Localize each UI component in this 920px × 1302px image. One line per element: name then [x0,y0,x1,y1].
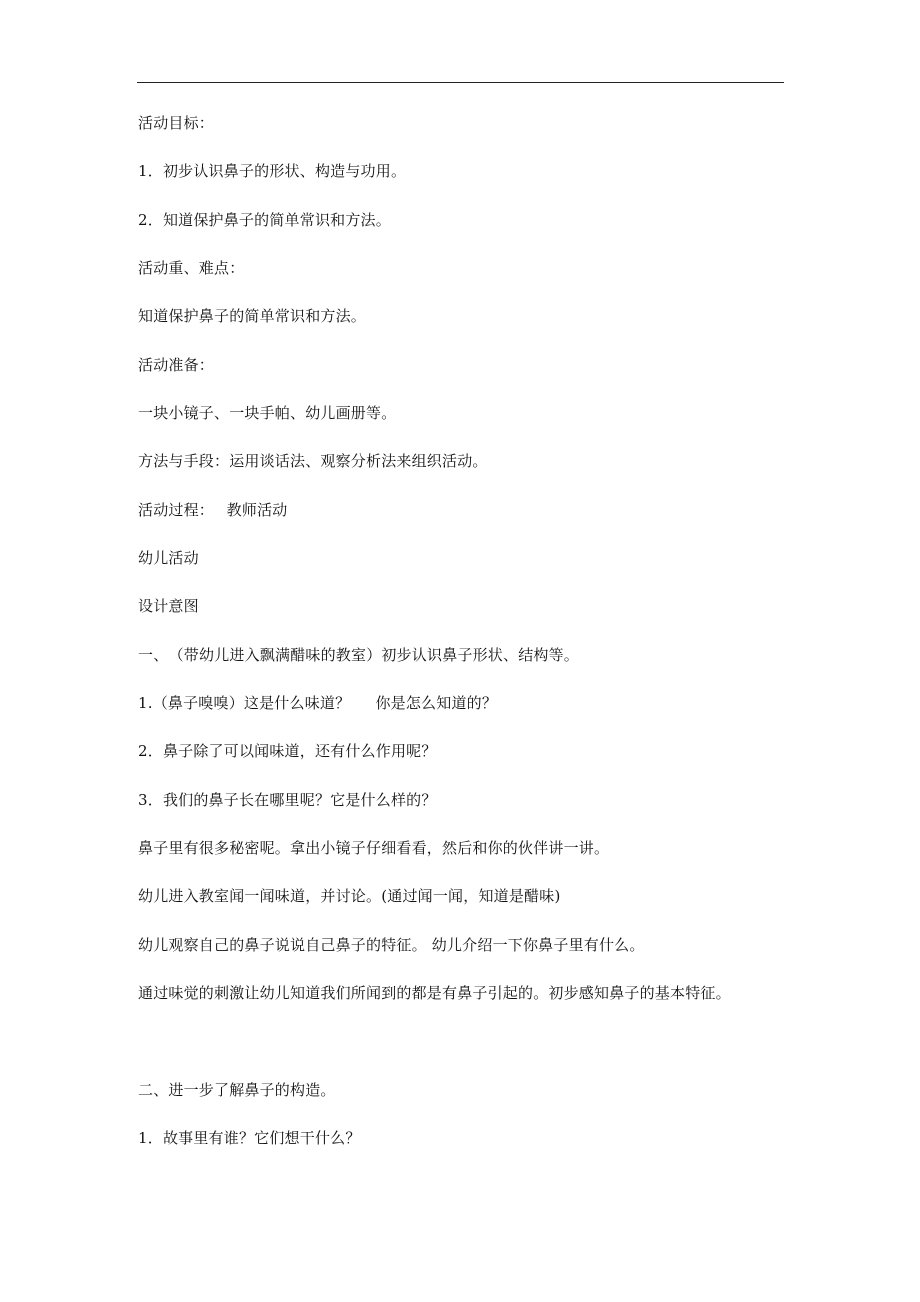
preparation-text: 一块小镜子、一块手帕、幼儿画册等。 [138,404,397,422]
mirror-instruction: 鼻子里有很多秘密呢。拿出小镜子仔细看看，然后和你的伙伴讲一讲。 [138,839,610,857]
child-observe-activity: 幼儿观察自己的鼻子说说自己鼻子的特征。 幼儿介绍一下你鼻子里有什么。 [138,936,645,954]
goal-item-1: 1．初步认识鼻子的形状、构造与功用。 [138,162,407,180]
design-intent-label: 设计意图 [138,597,199,615]
design-intent-text: 通过味觉的刺激让幼儿知道我们所闻到的都是有鼻子引起的。初步感知鼻子的基本特征。 [138,984,731,1002]
question-2: 2．鼻子除了可以闻味道，还有什么作用呢？ [138,742,437,760]
child-smell-activity: 幼儿进入教室闻一闻味道，并讨论。(通过闻一闻，知道是醋味) [138,887,561,905]
story-question-1: 1．故事里有谁？它们想干什么？ [138,1129,361,1147]
goal-item-2: 2．知道保护鼻子的简单常识和方法。 [138,211,391,229]
key-points-text: 知道保护鼻子的简单常识和方法。 [138,307,367,325]
section-two-heading: 二、进一步了解鼻子的构造。 [138,1081,336,1099]
section-one-heading: 一、 （带幼儿进入飘满醋味的教室）初步认识鼻子形状、结构等。 [138,646,580,664]
heading-activity-goals: 活动目标： [138,114,215,132]
header-rule [137,82,784,83]
child-activity-label: 幼儿活动 [138,549,199,567]
question-3: 3．我们的鼻子长在哪里呢？它是什么样的？ [138,791,437,809]
question-1: 1.（鼻子嗅嗅）这是什么味道？ 你是怎么知道的？ [138,694,498,712]
heading-key-points: 活动重、难点： [138,259,245,277]
methods-text: 方法与手段：运用谈话法、观察分析法来组织活动。 [138,452,488,470]
heading-process: 活动过程： 教师活动 [138,501,288,519]
heading-preparation: 活动准备： [138,356,215,374]
